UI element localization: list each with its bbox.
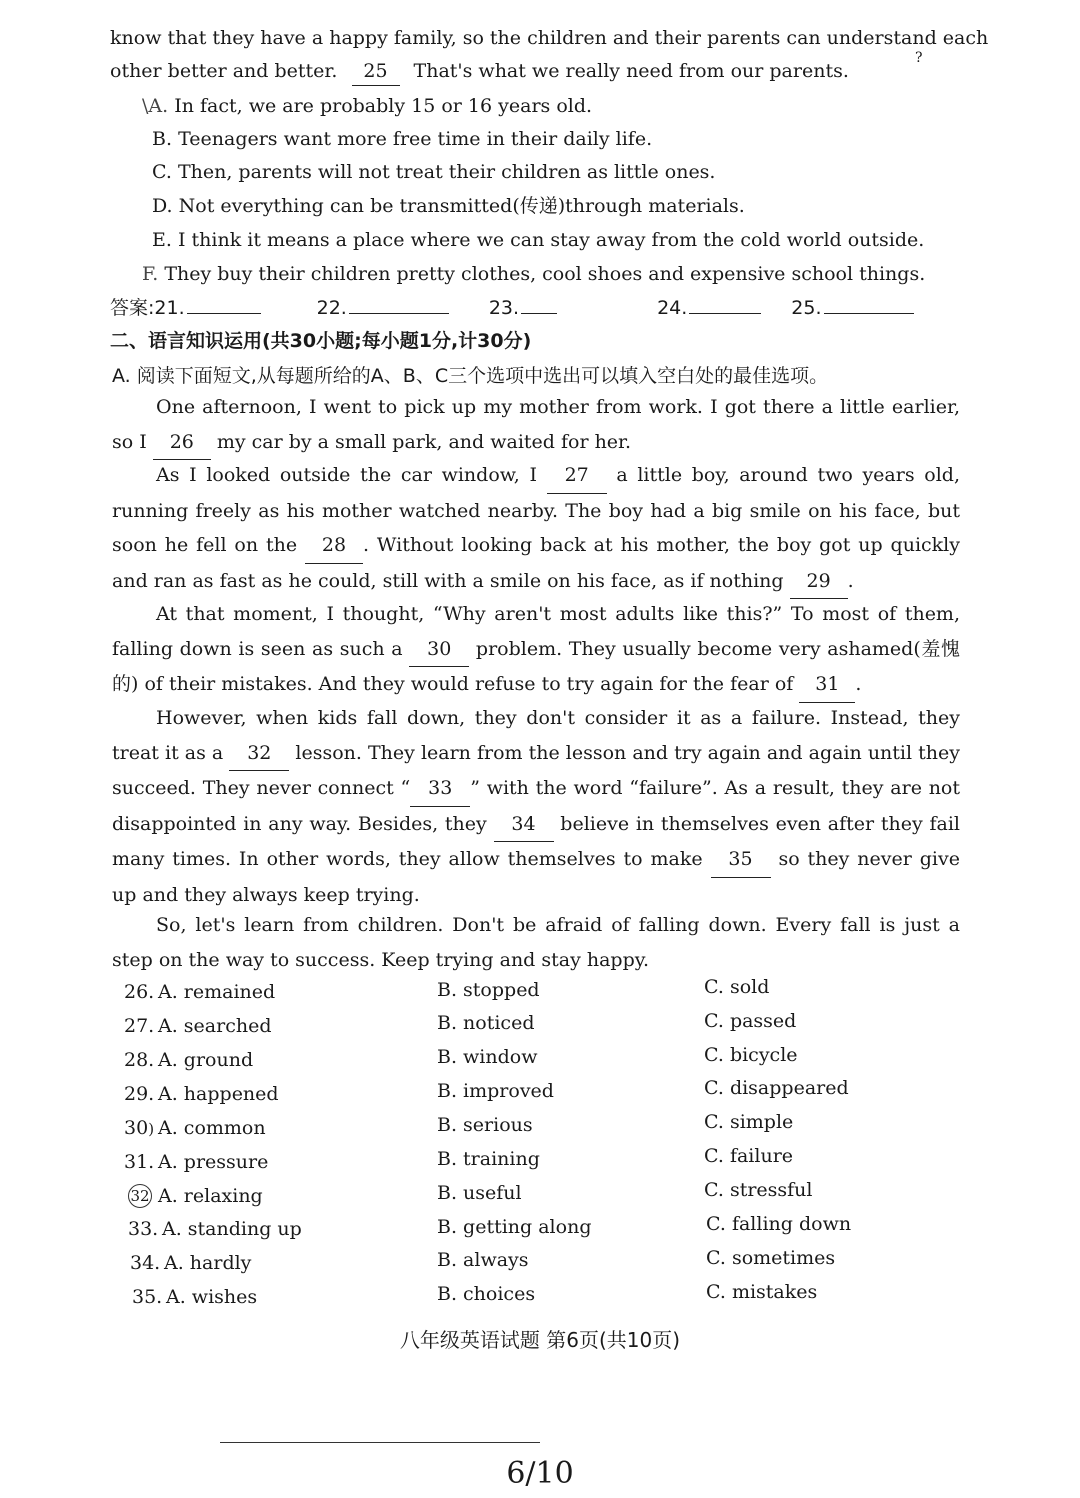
choice-a: A. standing up — [162, 1218, 302, 1240]
blank-33: 33 — [410, 771, 470, 807]
choice-b: B. stopped — [437, 979, 540, 1001]
cloze-paragraph-1: One afternoon, I went to pick up my mother from work. I got there a little earlier, so I 26 my car by a small park, and waited for her. — [112, 390, 960, 460]
choice-a: A. remained — [158, 981, 276, 1003]
choice-a: A. relaxing — [158, 1185, 263, 1207]
blank-27: 27 — [547, 458, 607, 494]
blank-26: 26 — [153, 425, 211, 461]
choice-c: C. falling down — [706, 1213, 852, 1235]
answer-blank-23[interactable] — [521, 313, 557, 314]
answer-blank-24[interactable] — [689, 313, 761, 314]
choice-a: A. hardly — [164, 1252, 252, 1274]
page-number: 6/10 — [506, 1456, 574, 1491]
choice-c: C. sometimes — [706, 1247, 836, 1269]
choice-a: A. searched — [158, 1015, 272, 1037]
choice-a: A. wishes — [166, 1286, 258, 1308]
option-c: C. Then, parents will not treat their children as little ones. — [152, 161, 716, 183]
choice-c: C. sold — [704, 976, 770, 998]
choice-c: C. simple — [704, 1111, 794, 1133]
choice-num: 35. — [132, 1286, 163, 1308]
blank-29: 29 — [790, 564, 848, 600]
answer-row: 答案:21. 22. 23. 24. 25. — [110, 294, 924, 322]
choice-num: 27. — [124, 1015, 155, 1037]
choice-num: 26. — [124, 981, 155, 1003]
blank-25: 25 — [352, 57, 400, 86]
section-heading: 二、语言知识运用(共30小题;每小题1分,计30分) — [110, 330, 532, 352]
option-d: D. Not everything can be transmitted(传递)through materials. — [152, 195, 745, 217]
blank-35: 35 — [711, 842, 771, 878]
choice-b: B. training — [437, 1148, 540, 1170]
choice-num: 34. — [130, 1252, 161, 1274]
choice-b: B. choices — [437, 1283, 536, 1305]
blank-31: 31 — [799, 667, 855, 703]
cloze-paragraph-2: As I looked outside the car window, I 27 a little boy, around two years old, running freely as his mother watched nearby. The boy had a big smile on his face, but soon he fell on the 28 . Without looking back at his mother, the boy got up quickly and ran as fast as he could, still with a smile on his face, as if nothing 29 . — [112, 458, 960, 599]
page-footer: 八年级英语试题 第6页(共10页) — [399, 1328, 681, 1352]
answer-blank-21[interactable] — [187, 313, 261, 314]
pen-mark: ? — [915, 50, 923, 66]
choice-a: A. pressure — [158, 1151, 269, 1173]
option-f: F. They buy their children pretty clothes, cool shoes and expensive school things. — [142, 263, 926, 285]
divider-line — [220, 1442, 540, 1443]
choice-b: B. improved — [437, 1080, 554, 1102]
choice-c: C. bicycle — [704, 1044, 798, 1066]
choice-c: C. passed — [704, 1010, 797, 1032]
option-e: E. I think it means a place where we can stay away from the cold world outside. — [152, 229, 925, 251]
choice-a: A. common — [158, 1117, 266, 1139]
choice-b: B. getting along — [437, 1216, 592, 1238]
choice-b: B. useful — [437, 1182, 522, 1204]
answer-blank-22[interactable] — [349, 313, 449, 314]
choice-c: C. mistakes — [706, 1281, 818, 1303]
choice-c: C. failure — [704, 1145, 794, 1167]
blank-34: 34 — [494, 807, 554, 843]
cloze-paragraph-5: So, let's learn from children. Don't be afraid of falling down. Every fall is just a step on the way to success. Keep trying and stay happy. — [112, 914, 960, 971]
cloze-paragraph-3: At that moment, I thought, “Why aren't most adults like this?” To most of them, falling down is seen as such a 30 problem. They usually become very ashamed(羞愧的) of their mistakes. And they would refuse to try again for the fear of 31 . — [112, 597, 960, 703]
choice-num: 31. — [124, 1151, 155, 1173]
option-a: \A. In fact, we are probably 15 or 16 years old. — [142, 95, 593, 117]
blank-30: 30 — [409, 632, 469, 668]
choice-num: 29. — [124, 1083, 155, 1105]
choice-num-circled: 32 — [128, 1181, 152, 1209]
choice-b: B. serious — [437, 1114, 533, 1136]
option-b: B. Teenagers want more free time in their daily life. — [152, 128, 653, 150]
passage-line-1: know that they have a happy family, so the children and their parents can understand each — [110, 27, 989, 49]
choice-a: A. happened — [158, 1083, 279, 1105]
section-instruction: A. 阅读下面短文,从每题所给的A、B、C三个选项中选出可以填入空白处的最佳选项。 — [112, 365, 829, 387]
choice-a: A. ground — [158, 1049, 254, 1071]
passage-line-2: other better and better. 25 That's what we really need from our parents. — [110, 57, 849, 86]
choice-b: B. window — [437, 1046, 538, 1068]
blank-28: 28 — [305, 528, 363, 564]
choice-c: C. disappeared — [704, 1077, 849, 1099]
choice-num: 33. — [128, 1218, 159, 1240]
choice-b: B. always — [437, 1249, 529, 1271]
blank-32: 32 — [229, 736, 289, 772]
choice-num-circled: 30) — [124, 1117, 155, 1139]
choice-num: 28. — [124, 1049, 155, 1071]
choice-c: C. stressful — [704, 1179, 813, 1201]
cloze-paragraph-4: However, when kids fall down, they don't consider it as a failure. Instead, they treat it as a 32 lesson. They learn from the lesson and try again and again until they succeed. They never connect “ 33 ” with the word “failure”. As a result, they are not disappointed in any way. Besides, they 34 believe in themselves even after they fail many times. In other words, they allow themselves to make 35 so they never give up and they always keep trying. — [112, 707, 961, 906]
choice-b: B. noticed — [437, 1012, 535, 1034]
answer-blank-25[interactable] — [824, 313, 914, 314]
